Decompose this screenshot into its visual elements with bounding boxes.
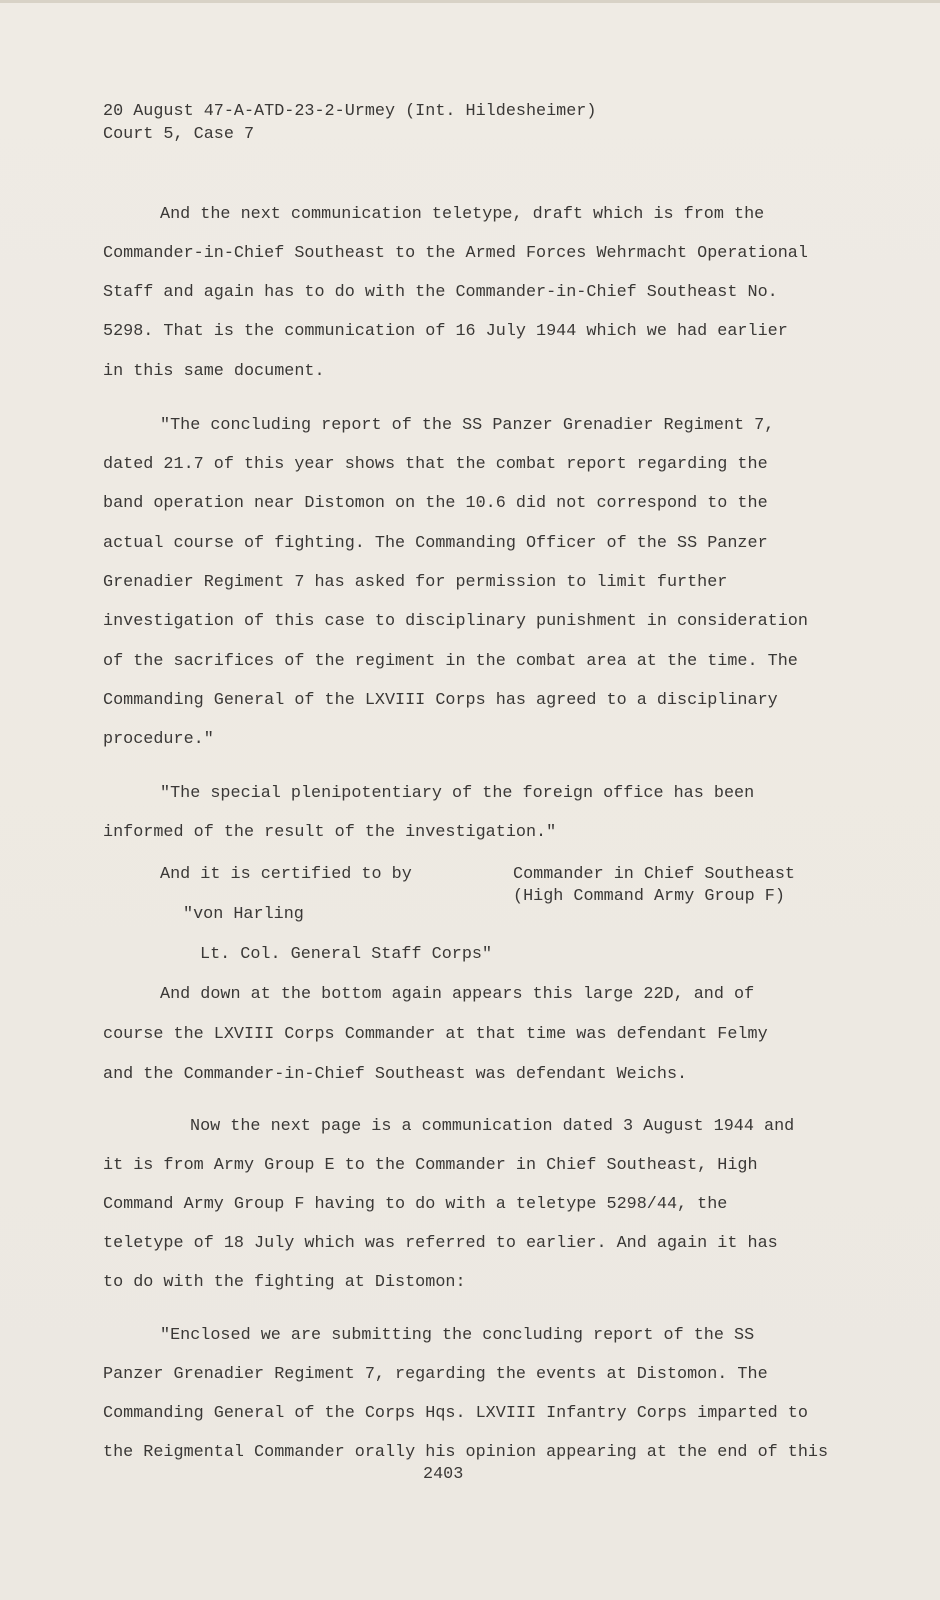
body-line: teletype of 18 July which was referred to earlier. And again it has	[103, 1234, 778, 1253]
body-line: informed of the result of the investigation."	[103, 823, 557, 842]
body-line: And it is certified to by	[160, 865, 412, 884]
body-line: "The special plenipotentiary of the foreign office has been	[160, 784, 755, 803]
body-line: "von Harling	[183, 905, 304, 924]
body-line: in this same document.	[103, 362, 325, 381]
body-line: dated 21.7 of this year shows that the combat report regarding the	[103, 455, 768, 474]
body-line: it is from Army Group E to the Commander in Chief Southeast, High	[103, 1156, 758, 1175]
body-line: Commander in Chief Southeast	[513, 865, 795, 884]
body-line: Grenadier Regiment 7 has asked for permission to limit further	[103, 573, 728, 592]
body-line: Commanding General of the LXVIII Corps has agreed to a disciplinary	[103, 691, 778, 710]
body-line: actual course of fighting. The Commanding Officer of the SS Panzer	[103, 534, 768, 553]
body-line: Panzer Grenadier Regiment 7, regarding the events at Distomon. The	[103, 1365, 768, 1384]
body-line: Staff and again has to do with the Commander-in-Chief Southeast No.	[103, 283, 778, 302]
body-line: band operation near Distomon on the 10.6 did not correspond to the	[103, 494, 768, 513]
body-line: Lt. Col. General Staff Corps"	[200, 945, 493, 964]
body-line: investigation of this case to disciplinary punishment in consideration	[103, 612, 808, 631]
body-line: and the Commander-in-Chief Southeast was defendant Weichs.	[103, 1065, 688, 1084]
header-line-2: Court 5, Case 7	[103, 125, 255, 144]
body-line: And down at the bottom again appears this large 22D, and of	[160, 985, 755, 1004]
body-line: of the sacrifices of the regiment in the combat area at the time. The	[103, 652, 798, 671]
body-line: Commander-in-Chief Southeast to the Armed Forces Wehrmacht Operational	[103, 244, 808, 263]
body-line: (High Command Army Group F)	[513, 887, 785, 906]
body-line: course the LXVIII Corps Commander at that time was defendant Felmy	[103, 1025, 768, 1044]
page-edge	[0, 0, 940, 3]
body-line: procedure."	[103, 730, 214, 749]
body-line: Command Army Group F having to do with a teletype 5298/44, the	[103, 1195, 728, 1214]
header-line-1: 20 August 47-A-ATD-23-2-Urmey (Int. Hildesheimer)	[103, 102, 597, 121]
body-line: And the next communication teletype, draft which is from the	[160, 205, 765, 224]
body-line: to do with the fighting at Distomon:	[103, 1273, 466, 1292]
body-line: 5298. That is the communication of 16 July 1944 which we had earlier	[103, 322, 788, 341]
body-line: "Enclosed we are submitting the concluding report of the SS	[160, 1326, 755, 1345]
body-line: "The concluding report of the SS Panzer Grenadier Regiment 7,	[160, 416, 775, 435]
body-line: Commanding General of the Corps Hqs. LXVIII Infantry Corps imparted to	[103, 1404, 808, 1423]
body-line: the Reigmental Commander orally his opinion appearing at the end of this	[103, 1443, 829, 1462]
page-number: 2403	[423, 1465, 464, 1484]
body-line: Now the next page is a communication dated 3 August 1944 and	[190, 1117, 795, 1136]
